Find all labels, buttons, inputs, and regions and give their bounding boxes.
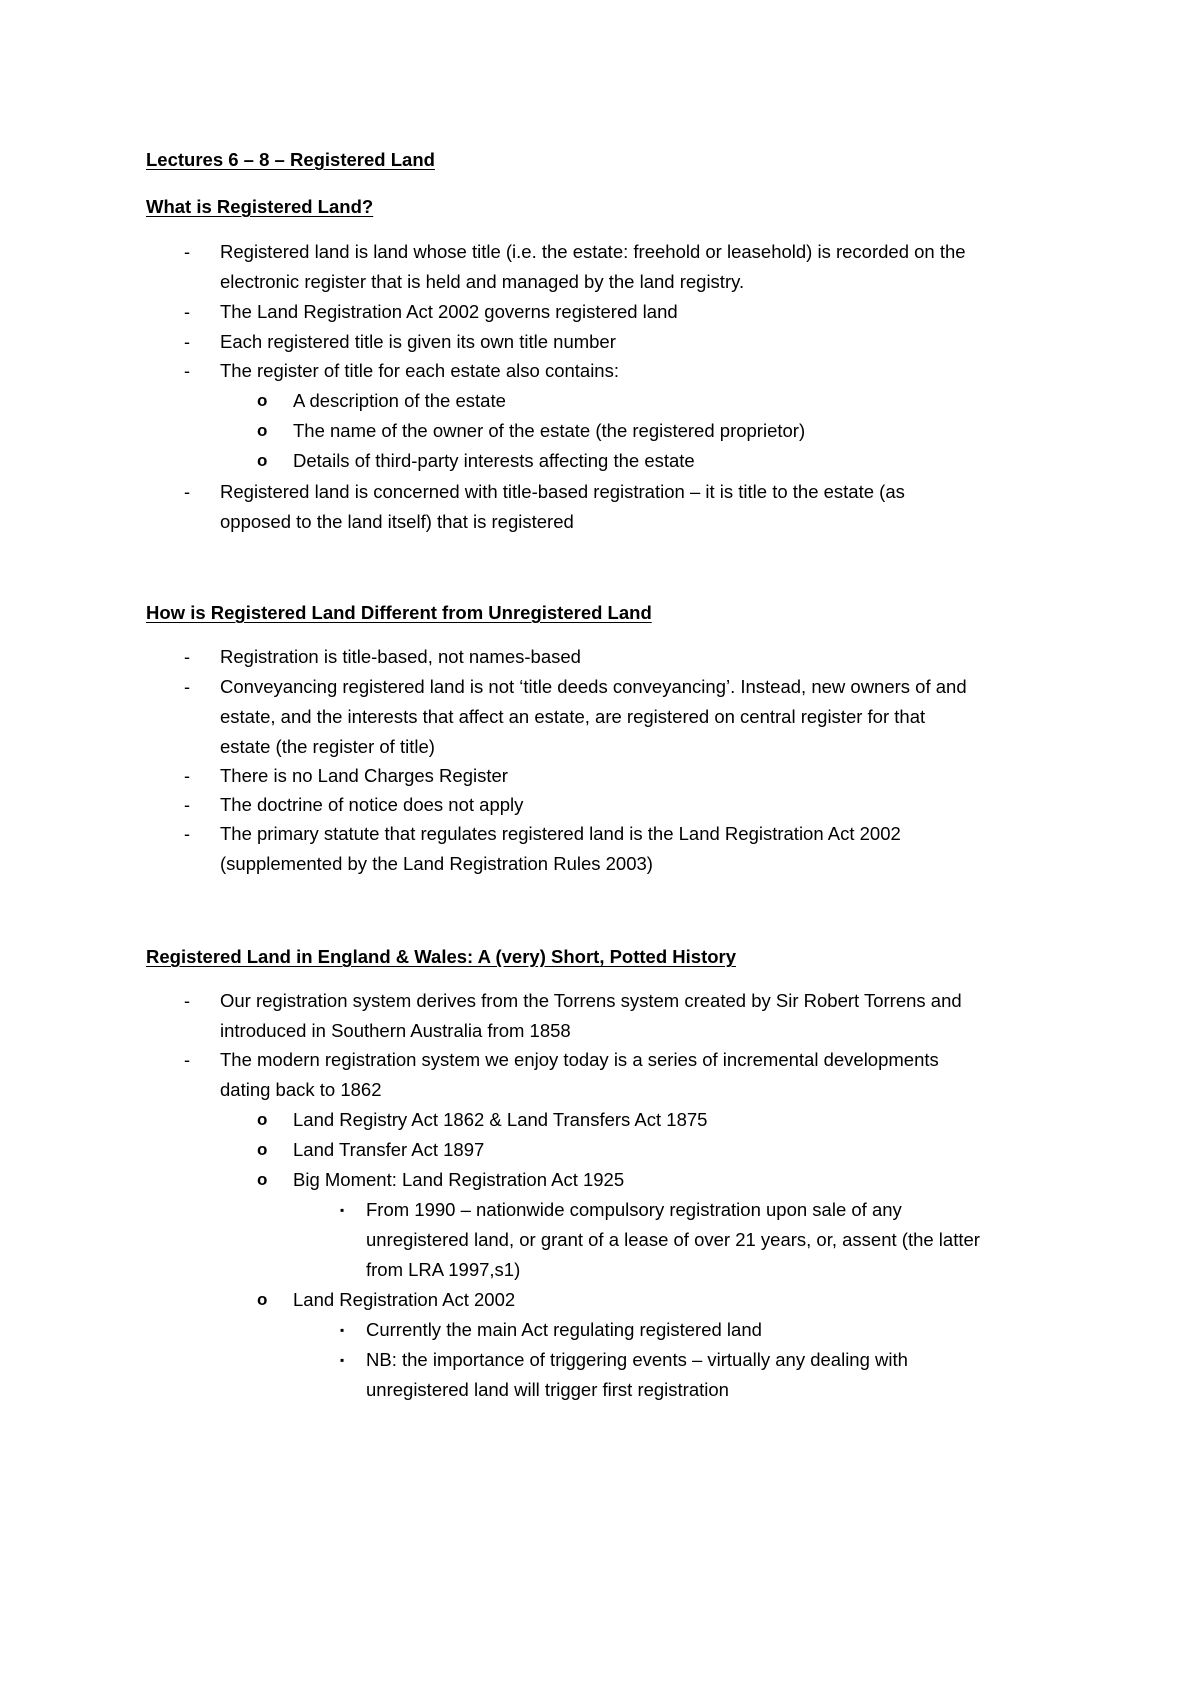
square-bullet: ▪ [340, 1323, 345, 1337]
item-text: Conveyancing registered land is not ‘title deeds conveyancing’. Instead, new owners of and [220, 676, 967, 697]
dash-bullet: - [184, 361, 190, 381]
dash-bullet: - [184, 677, 190, 697]
list-item [257, 416, 806, 446]
item-text: From 1990 – nationwide compulsory registration upon sale of any [366, 1199, 902, 1220]
square-bullet: ▪ [340, 1353, 345, 1367]
dash-bullet: - [184, 242, 190, 262]
circle-bullet: o [257, 1290, 268, 1309]
item-text: opposed to the land itself) that is registered [220, 511, 574, 532]
item-text: Details of third-party interests affecting the estate [293, 450, 695, 471]
item-text: The register of title for each estate also contains: [220, 360, 619, 381]
dash-bullet: - [184, 1050, 190, 1070]
circle-bullet: o [257, 1170, 268, 1189]
list-item [257, 1105, 708, 1135]
list-item [184, 1045, 939, 1105]
item-text: Registration is title-based, not names-based [220, 646, 581, 667]
item-text: from LRA 1997,s1) [366, 1259, 521, 1280]
dash-bullet: - [184, 991, 190, 1011]
dash-bullet: - [184, 332, 190, 352]
dash-bullet: - [184, 824, 190, 844]
item-text: The primary statute that regulates registered land is the Land Registration Act 2002 [220, 823, 901, 844]
item-text: The Land Registration Act 2002 governs registered land [220, 301, 678, 322]
item-text: The doctrine of notice does not apply [220, 794, 524, 815]
square-bullet: ▪ [340, 1203, 345, 1217]
item-text: (supplemented by the Land Registration Rules 2003) [220, 853, 653, 874]
page-title: Lectures 6 – 8 – Registered Land [146, 149, 435, 170]
circle-bullet: o [257, 451, 268, 470]
circle-bullet: o [257, 391, 268, 410]
item-text: Registered land is concerned with title-based registration – it is title to the estate (as [220, 481, 905, 502]
list-item [257, 1165, 625, 1195]
dash-bullet: - [184, 795, 190, 815]
item-text: Land Registry Act 1862 & Land Transfers Act 1875 [293, 1109, 708, 1130]
item-text: NB: the importance of triggering events – virtually any dealing with [366, 1349, 908, 1370]
list-item [257, 446, 695, 476]
list-item [184, 790, 524, 820]
dash-bullet: - [184, 302, 190, 322]
item-text: Registered land is land whose title (i.e. the estate: freehold or leasehold) is recorded on the [220, 241, 966, 262]
list-item [184, 672, 967, 762]
list-item [340, 1345, 908, 1405]
list-item [257, 1135, 485, 1165]
item-text: electronic register that is held and managed by the land registry. [220, 271, 745, 292]
item-text: Our registration system derives from the Torrens system created by Sir Robert Torrens and [220, 990, 962, 1011]
list-item [184, 642, 581, 672]
list-item [184, 297, 678, 327]
dash-bullet: - [184, 647, 190, 667]
item-text: Each registered title is given its own title number [220, 331, 616, 352]
item-text: Currently the main Act regulating registered land [366, 1319, 762, 1340]
item-text: Land Registration Act 2002 [293, 1289, 516, 1310]
dash-bullet: - [184, 766, 190, 786]
circle-bullet: o [257, 421, 268, 440]
item-text: The modern registration system we enjoy today is a series of incremental developments [220, 1049, 939, 1070]
item-text: Land Transfer Act 1897 [293, 1139, 485, 1160]
item-text: estate, and the interests that affect an estate, are registered on central register for that [220, 706, 926, 727]
item-text: unregistered land, or grant of a lease of over 21 years, or, assent (the latter [366, 1229, 980, 1250]
list-item [184, 819, 901, 879]
list-item [340, 1195, 980, 1285]
list-item [184, 986, 962, 1046]
dash-bullet: - [184, 482, 190, 502]
list-item [184, 327, 616, 357]
section-heading: How is Registered Land Different from Unregistered Land [146, 602, 652, 623]
item-text: The name of the owner of the estate (the registered proprietor) [293, 420, 806, 441]
item-text: introduced in Southern Australia from 1858 [220, 1020, 571, 1041]
item-text: estate (the register of title) [220, 736, 435, 757]
list-item [184, 356, 619, 386]
circle-bullet: o [257, 1110, 268, 1129]
list-item [257, 1285, 516, 1315]
item-text: There is no Land Charges Register [220, 765, 508, 786]
section-heading: Registered Land in England & Wales: A (very) Short, Potted History [146, 946, 737, 967]
item-text: dating back to 1862 [220, 1079, 382, 1100]
list-item [257, 386, 506, 416]
item-text: A description of the estate [293, 390, 506, 411]
item-text: Big Moment: Land Registration Act 1925 [293, 1169, 625, 1190]
list-item [340, 1315, 762, 1345]
list-item [184, 477, 905, 537]
circle-bullet: o [257, 1140, 268, 1159]
list-item [184, 761, 508, 791]
list-item [184, 237, 966, 297]
item-text: unregistered land will trigger first registration [366, 1379, 729, 1400]
section-heading: What is Registered Land? [146, 196, 374, 217]
